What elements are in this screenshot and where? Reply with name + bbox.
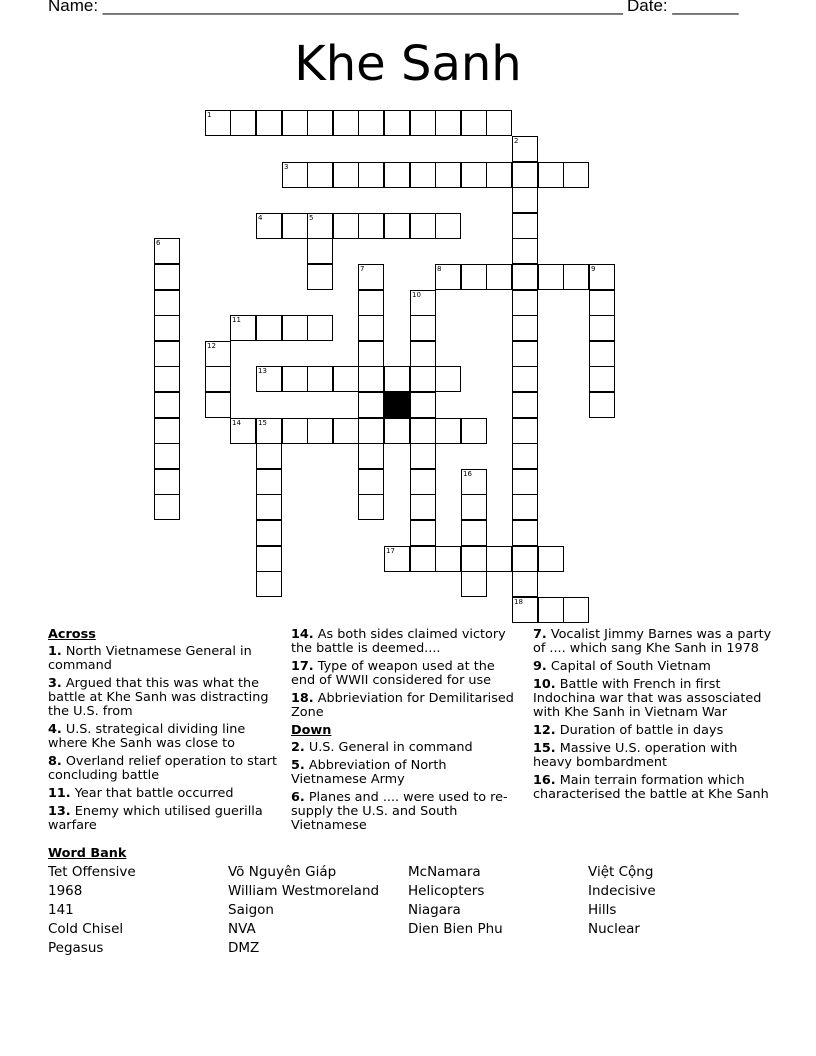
- grid-cell[interactable]: [461, 520, 487, 546]
- grid-cell[interactable]: [282, 418, 308, 444]
- grid-cell[interactable]: [358, 392, 384, 418]
- grid-cell[interactable]: [410, 546, 436, 572]
- grid-cell[interactable]: [461, 546, 487, 572]
- grid-cell[interactable]: [154, 315, 180, 341]
- grid-cell[interactable]: [333, 366, 359, 392]
- clue-across-4: 4. U.S. strategical dividing line where Khe Sanh was close to: [48, 722, 246, 751]
- clue-number: 2: [514, 137, 519, 145]
- clue-number: 10: [412, 291, 421, 299]
- grid-cell[interactable]: [512, 213, 538, 239]
- word-bank-item: McNamara: [408, 864, 481, 880]
- grid-cell[interactable]: [358, 110, 384, 136]
- grid-cell[interactable]: [282, 366, 308, 392]
- clue-number: 14: [232, 419, 241, 427]
- clue-across-8: 8. Overland relief operation to start concluding battle: [48, 754, 277, 783]
- grid-cell[interactable]: [589, 392, 615, 418]
- grid-cell[interactable]: [256, 469, 282, 495]
- clue-down-15: 15. Massive U.S. operation with heavy bombardment: [533, 741, 738, 770]
- word-bank-item: Dien Bien Phu: [408, 921, 503, 937]
- clue-across-18: 18. Abbrieviation for Demilitarised Zone: [291, 691, 514, 720]
- grid-cell[interactable]: [410, 341, 436, 367]
- grid-cell[interactable]: [358, 315, 384, 341]
- word-bank-column: [228, 863, 408, 958]
- grid-cell[interactable]: [461, 264, 487, 290]
- word-bank-item: NVA: [228, 921, 256, 937]
- grid-cell[interactable]: [512, 392, 538, 418]
- word-bank-heading: Word Bank: [48, 846, 127, 861]
- grid-cell[interactable]: [256, 110, 282, 136]
- grid-cell[interactable]: [205, 366, 231, 392]
- clue-across-14: 14. As both sides claimed victory the battle is deemed....: [291, 627, 506, 656]
- grid-cell[interactable]: [307, 238, 333, 264]
- grid-cell[interactable]: [256, 571, 282, 597]
- grid-cell[interactable]: [512, 469, 538, 495]
- word-bank-item: Indecisive: [588, 883, 656, 899]
- grid-cell[interactable]: [512, 546, 538, 572]
- grid-cell[interactable]: [512, 341, 538, 367]
- grid-cell[interactable]: [410, 418, 436, 444]
- clue-column-2: [291, 628, 521, 837]
- grid-cell[interactable]: [589, 366, 615, 392]
- grid-cell[interactable]: [410, 392, 436, 418]
- blocked-cell: [384, 392, 410, 418]
- grid-cell[interactable]: [512, 238, 538, 264]
- grid-cell[interactable]: [589, 315, 615, 341]
- grid-cell[interactable]: [410, 162, 436, 188]
- grid-cell[interactable]: [589, 341, 615, 367]
- grid-cell[interactable]: [512, 443, 538, 469]
- grid-cell[interactable]: [461, 494, 487, 520]
- clue-number: 1: [207, 111, 212, 119]
- grid-cell[interactable]: [282, 110, 308, 136]
- grid-cell[interactable]: [384, 110, 410, 136]
- grid-cell[interactable]: [333, 213, 359, 239]
- grid-cell[interactable]: [358, 366, 384, 392]
- clue-number: 5: [309, 214, 314, 222]
- puzzle-title: Khe Sanh: [294, 36, 522, 92]
- word-bank-column: [408, 863, 588, 939]
- grid-cell[interactable]: [435, 418, 461, 444]
- grid-cell[interactable]: [538, 264, 564, 290]
- grid-cell[interactable]: [154, 494, 180, 520]
- across-heading: Across: [48, 627, 96, 642]
- grid-cell[interactable]: [435, 110, 461, 136]
- grid-cell[interactable]: [461, 110, 487, 136]
- grid-cell[interactable]: [512, 264, 538, 290]
- grid-cell[interactable]: [589, 290, 615, 316]
- grid-cell[interactable]: [154, 290, 180, 316]
- grid-cell[interactable]: [512, 494, 538, 520]
- clue-number: 18: [514, 598, 523, 606]
- clue-number: 16: [463, 470, 472, 478]
- grid-cell[interactable]: [410, 315, 436, 341]
- grid-cell[interactable]: [486, 162, 512, 188]
- clue-down-6: 6. Planes and .... were used to re-supply the U.S. and South Vietnamese: [291, 790, 508, 833]
- grid-cell[interactable]: [410, 443, 436, 469]
- clue-down-2: 2. U.S. General in command: [291, 740, 473, 755]
- grid-cell[interactable]: [358, 494, 384, 520]
- grid-cell[interactable]: [256, 315, 282, 341]
- clue-number: 8: [437, 265, 442, 273]
- grid-cell[interactable]: [384, 213, 410, 239]
- word-bank-item: Cold Chisel: [48, 921, 124, 937]
- word-bank-item: Niagara: [408, 902, 461, 918]
- grid-cell[interactable]: [333, 110, 359, 136]
- date-field: Date: _______: [627, 0, 739, 15]
- grid-cell[interactable]: [384, 162, 410, 188]
- grid-cell[interactable]: [307, 264, 333, 290]
- clue-across-17: 17. Type of weapon used at the end of WWII considered for use: [291, 659, 495, 688]
- clue-across-3: 3. Argued that this was what the battle at Khe Sanh was distracting the U.S. from: [48, 676, 269, 719]
- clue-number: 6: [156, 239, 161, 247]
- grid-cell[interactable]: [230, 110, 256, 136]
- word-bank-column: [588, 863, 768, 939]
- word-bank-item: 141: [48, 902, 74, 918]
- clue-number: 7: [360, 265, 365, 273]
- grid-cell[interactable]: [154, 418, 180, 444]
- grid-cell[interactable]: [512, 571, 538, 597]
- grid-cell[interactable]: [512, 162, 538, 188]
- clue-number: 12: [207, 342, 216, 350]
- grid-cell[interactable]: [256, 546, 282, 572]
- clue-column-3: [533, 628, 773, 806]
- grid-cell[interactable]: [358, 341, 384, 367]
- grid-cell[interactable]: [512, 418, 538, 444]
- grid-cell[interactable]: [435, 162, 461, 188]
- grid-cell[interactable]: [512, 366, 538, 392]
- clue-across-1: 1. North Vietnamese General in command: [48, 644, 252, 673]
- grid-cell[interactable]: [538, 162, 564, 188]
- clue-down-12: 12. Duration of battle in days: [533, 723, 724, 738]
- grid-cell[interactable]: [563, 162, 589, 188]
- grid-cell[interactable]: [410, 520, 436, 546]
- grid-cell[interactable]: [205, 392, 231, 418]
- grid-cell[interactable]: [486, 546, 512, 572]
- grid-cell[interactable]: [282, 315, 308, 341]
- grid-cell[interactable]: [410, 469, 436, 495]
- grid-cell[interactable]: [410, 110, 436, 136]
- grid-cell[interactable]: [154, 264, 180, 290]
- clue-down-9: 9. Capital of South Vietnam: [533, 659, 711, 674]
- grid-cell[interactable]: [461, 418, 487, 444]
- grid-cell[interactable]: [358, 469, 384, 495]
- grid-cell[interactable]: [461, 571, 487, 597]
- grid-cell[interactable]: [384, 366, 410, 392]
- word-bank-item: Hills: [588, 902, 617, 918]
- grid-cell[interactable]: [307, 162, 333, 188]
- clue-number: 3: [284, 163, 289, 171]
- word-bank-item: Tet Offensive: [48, 864, 136, 880]
- clue-number: 15: [258, 419, 267, 427]
- grid-cell[interactable]: [358, 213, 384, 239]
- grid-cell[interactable]: [384, 418, 410, 444]
- word-bank-item: Võ Nguyên Giáp: [228, 864, 337, 880]
- grid-cell[interactable]: [333, 418, 359, 444]
- grid-cell[interactable]: [307, 366, 333, 392]
- grid-cell[interactable]: [256, 520, 282, 546]
- clue-down-10: 10. Battle with French in first Indochina war that was assosciated with Khe Sanh in Vietnam War: [533, 677, 762, 720]
- grid-cell[interactable]: [282, 213, 308, 239]
- word-bank-item: William Westmoreland: [228, 883, 380, 899]
- grid-cell[interactable]: [154, 469, 180, 495]
- clue-across-11: 11. Year that battle occurred: [48, 786, 234, 801]
- grid-cell[interactable]: [333, 162, 359, 188]
- grid-cell[interactable]: [307, 418, 333, 444]
- grid-cell[interactable]: [538, 597, 564, 623]
- word-bank-item: Pegasus: [48, 940, 104, 956]
- grid-cell[interactable]: [358, 443, 384, 469]
- word-bank-item: 1968: [48, 883, 83, 899]
- down-heading: Down: [291, 723, 332, 738]
- grid-cell[interactable]: [154, 443, 180, 469]
- word-bank-item: DMZ: [228, 940, 260, 956]
- clue-number: 11: [232, 316, 241, 324]
- grid-cell[interactable]: [154, 392, 180, 418]
- grid-cell[interactable]: [512, 290, 538, 316]
- grid-cell[interactable]: [461, 162, 487, 188]
- grid-cell[interactable]: [435, 546, 461, 572]
- clue-across-13: 13. Enemy which utilised guerilla warfare: [48, 804, 263, 833]
- grid-cell[interactable]: [358, 162, 384, 188]
- grid-cell[interactable]: [486, 110, 512, 136]
- grid-cell[interactable]: [154, 341, 180, 367]
- grid-cell[interactable]: [563, 597, 589, 623]
- grid-cell[interactable]: [563, 264, 589, 290]
- grid-cell[interactable]: [410, 494, 436, 520]
- grid-cell[interactable]: [486, 264, 512, 290]
- name-field: Name: _______________________________________________________: [48, 0, 623, 15]
- grid-cell[interactable]: [358, 418, 384, 444]
- clue-down-16: 16. Main terrain formation which characterised the battle at Khe Sanh: [533, 773, 769, 802]
- grid-cell[interactable]: [435, 366, 461, 392]
- clue-down-7: 7. Vocalist Jimmy Barnes was a party of .... which sang Khe Sanh in 1978: [533, 627, 772, 656]
- grid-cell[interactable]: [154, 366, 180, 392]
- clue-number: 9: [591, 265, 596, 273]
- clue-down-5: 5. Abbreviation of North Vietnamese Army: [291, 758, 447, 787]
- word-bank-item: Helicopters: [408, 883, 485, 899]
- grid-cell[interactable]: [512, 315, 538, 341]
- grid-cell[interactable]: [512, 520, 538, 546]
- grid-cell[interactable]: [538, 546, 564, 572]
- grid-cell[interactable]: [358, 290, 384, 316]
- grid-cell[interactable]: [307, 110, 333, 136]
- clue-number: 4: [258, 214, 263, 222]
- grid-cell[interactable]: [435, 213, 461, 239]
- grid-cell[interactable]: [410, 213, 436, 239]
- clue-number: 17: [386, 547, 395, 555]
- clue-column-1: [48, 628, 278, 837]
- word-bank-item: Nuclear: [588, 921, 640, 937]
- word-bank-item: Saigon: [228, 902, 274, 918]
- grid-cell[interactable]: [307, 315, 333, 341]
- grid-cell[interactable]: [256, 443, 282, 469]
- grid-cell[interactable]: [512, 187, 538, 213]
- grid-cell[interactable]: [256, 494, 282, 520]
- word-bank-item: Việt Cộng: [588, 864, 654, 880]
- word-bank-column: [48, 863, 228, 958]
- grid-cell[interactable]: [410, 366, 436, 392]
- clue-number: 13: [258, 367, 267, 375]
